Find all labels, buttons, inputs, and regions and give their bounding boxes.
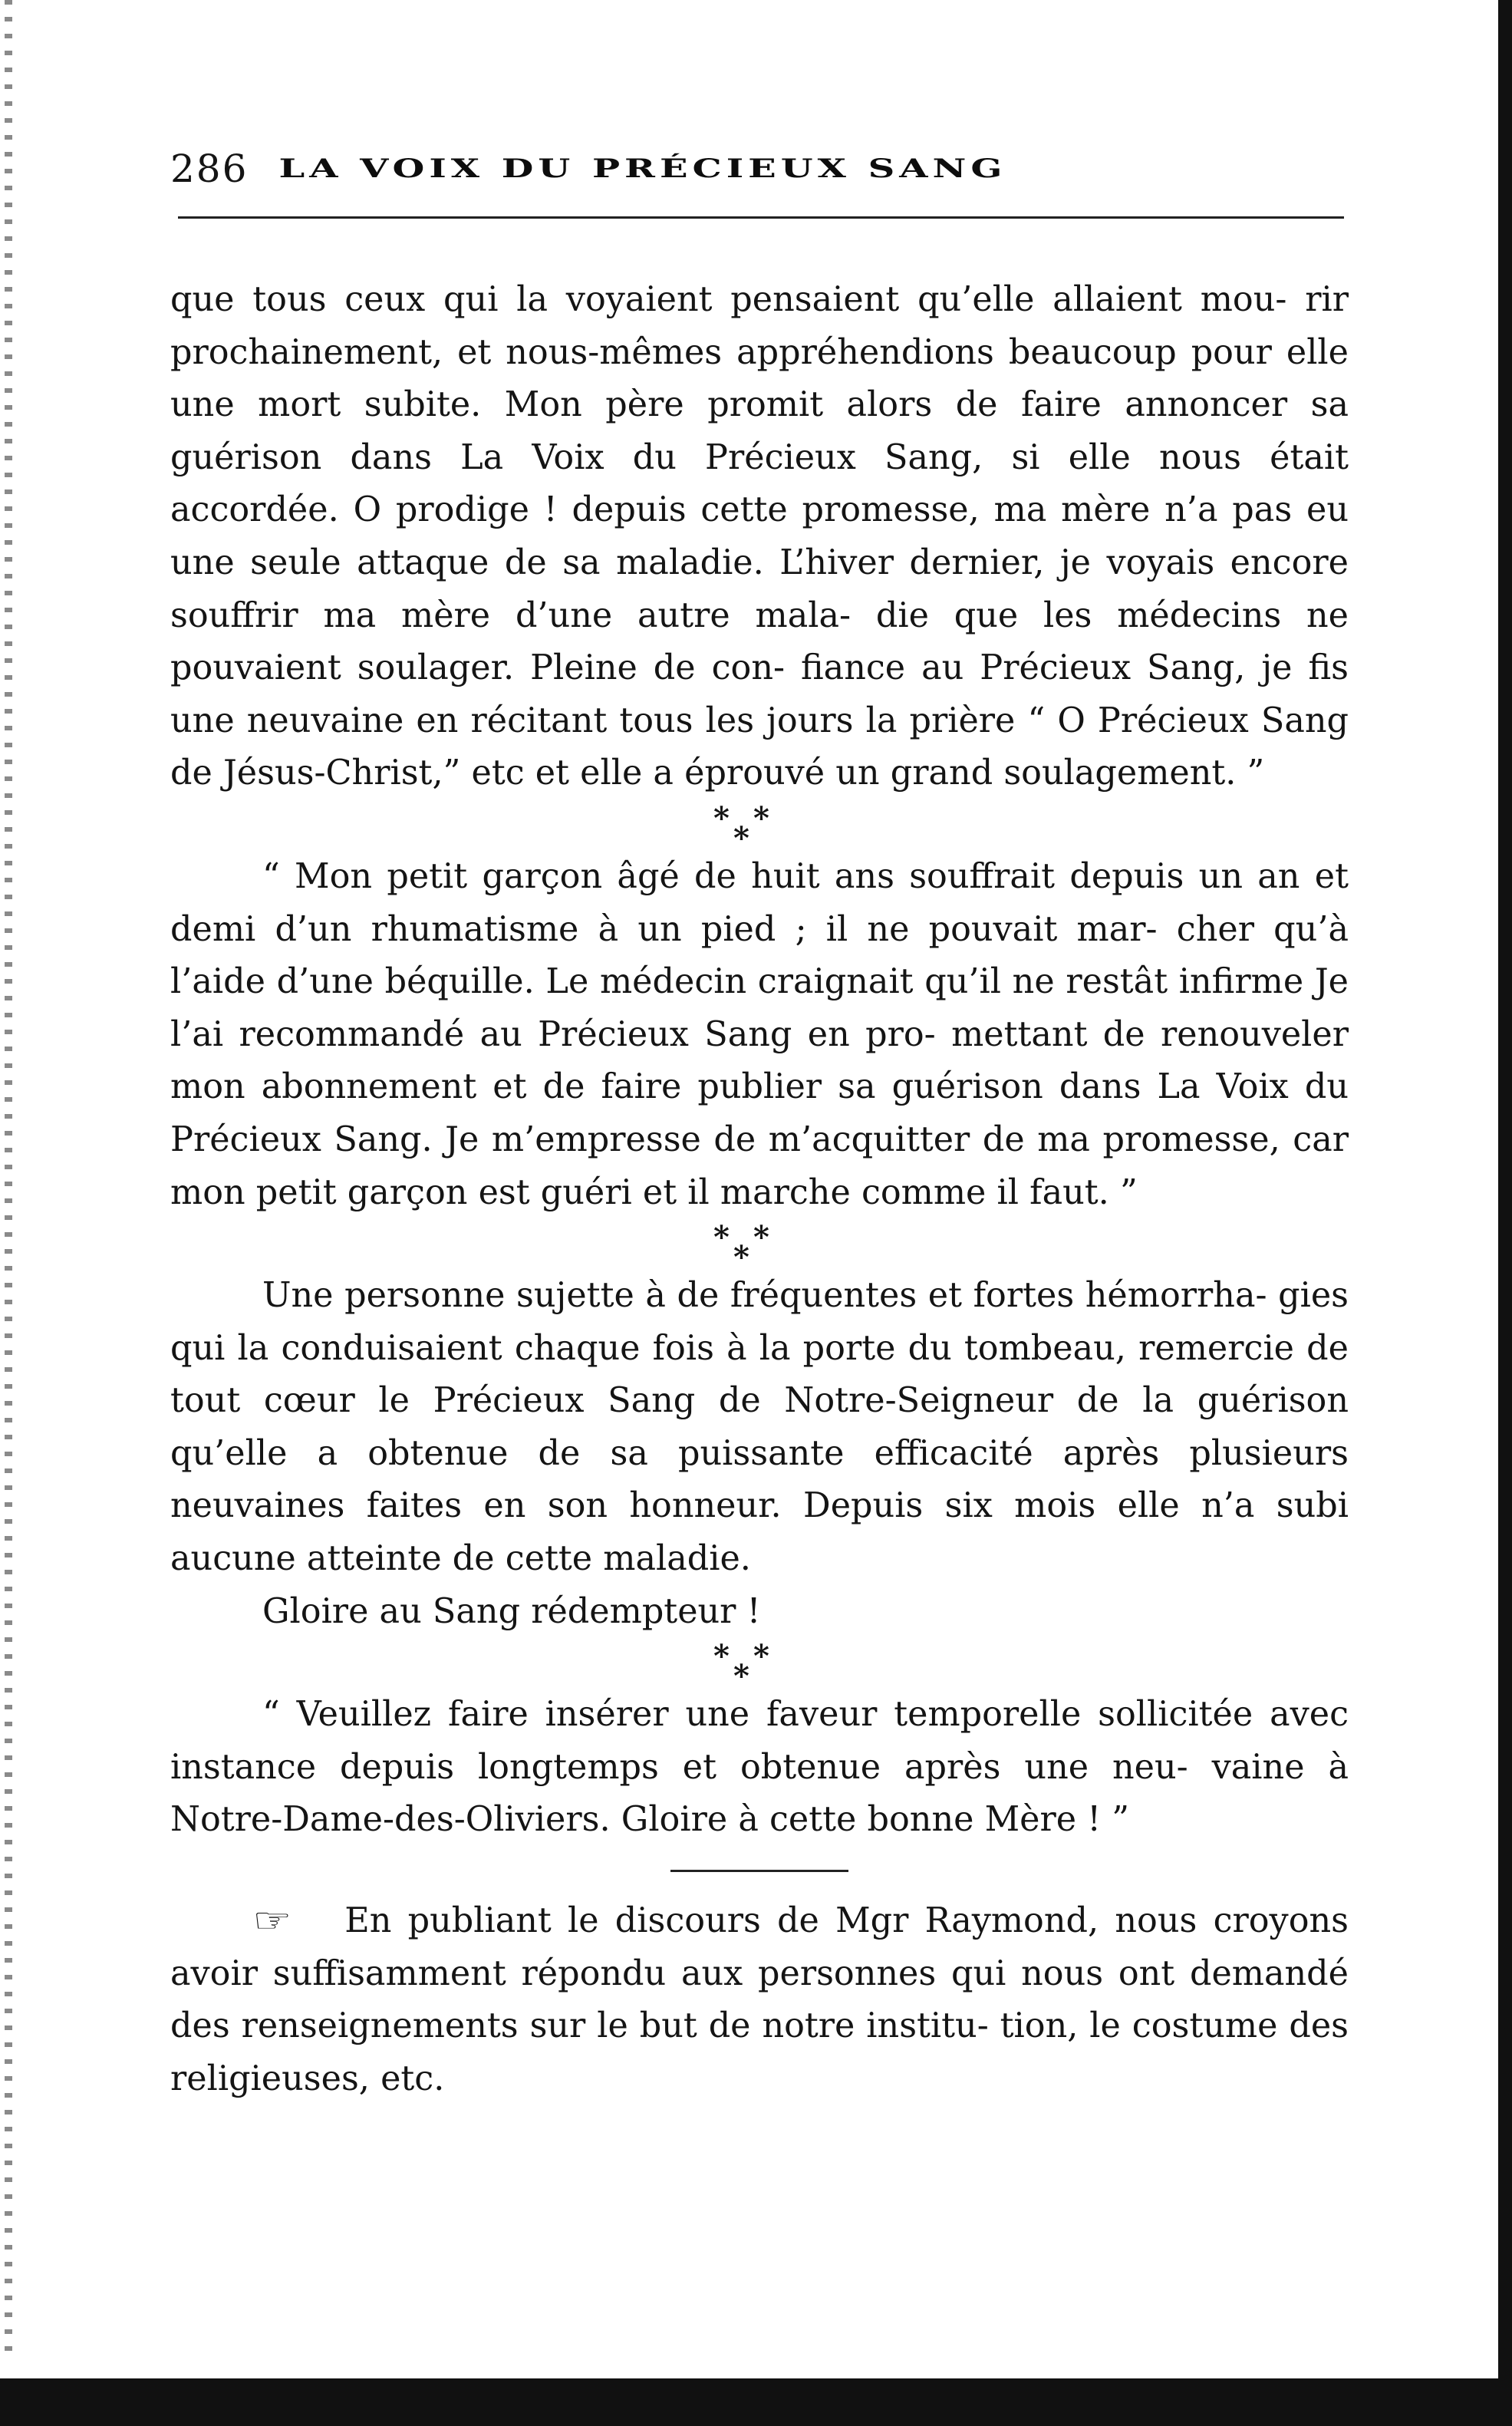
text-line: avec instance depuis longtemps et obtenue après une neu- bbox=[170, 1695, 1349, 1787]
pointing-hand-icon: ☞ bbox=[252, 1901, 292, 1941]
header-rule bbox=[178, 216, 1344, 219]
text-line: remercie de tout cœur le Précieux Sang de Notre-Seigneur bbox=[170, 1328, 1349, 1421]
asterism-icon: * * * bbox=[713, 1638, 769, 1695]
page-body bbox=[170, 274, 1349, 2105]
text-line: croyons avoir suffisamment répondu aux personnes qui nous bbox=[170, 1901, 1349, 1993]
text-line: guéri et il marche comme il faut. ” bbox=[540, 1172, 1138, 1212]
text-line: “ Mon petit garçon âgé de huit ans souffrait depuis un bbox=[262, 856, 1243, 896]
text-line: de la guérison qu’elle a obtenue de sa puissante efficacité après bbox=[170, 1381, 1349, 1473]
paragraph-editor-note bbox=[170, 1895, 1349, 2105]
text-line: les jours la prière “ O Précieux Sang de Jésus-Christ,” etc et bbox=[170, 700, 1349, 793]
section-divider bbox=[670, 1870, 848, 1872]
page-header bbox=[170, 138, 1349, 199]
text-line: fiance au Précieux Sang, je fis une neuvaine en récitant tous bbox=[170, 648, 1349, 740]
text-line: En publiant le discours de Mgr Raymond, nous bbox=[344, 1901, 1197, 1941]
scan-edge-right bbox=[1498, 0, 1512, 2426]
text-line: que tous ceux qui la voyaient pensaient qu’elle allaient mou- bbox=[170, 280, 1287, 319]
scan-edge-left bbox=[5, 0, 12, 2363]
text-line: dernier, je voyais encore souffrir ma mère d’une autre mala- bbox=[170, 542, 1349, 635]
text-line: annoncer sa guérison dans La Voix du Précieux Sang, si bbox=[170, 385, 1349, 477]
text-line: cher qu’à l’aide d’une béquille. Le médecin craignait qu’il ne bbox=[170, 909, 1349, 1002]
text-line: gies qui la conduisaient chaque fois à la porte du tombeau, bbox=[170, 1276, 1349, 1368]
text-line: Gloire au Sang rédempteur ! bbox=[262, 1591, 761, 1631]
text-line: pour elle une mort subite. Mon père promit alors de faire bbox=[170, 332, 1349, 425]
text-line: elle n’a subi aucune atteinte de cette maladie. bbox=[170, 1486, 1349, 1579]
text-line: tion, le costume des religieuses, etc. bbox=[170, 2006, 1349, 2098]
text-line: mettant de renouveler mon abonnement et de faire publier sa bbox=[170, 1014, 1349, 1107]
text-line: de m’acquitter de ma promesse, car mon petit garçon est bbox=[170, 1119, 1349, 1212]
asterism-icon: * * * bbox=[713, 799, 769, 856]
text-line: elle a éprouvé un grand soulagement. ” bbox=[580, 753, 1265, 793]
text-line: restât infirme Je l’ai recommandé au Précieux Sang en pro- bbox=[170, 962, 1349, 1054]
text-line: “ Veuillez faire insérer une faveur temporelle sollicitée bbox=[262, 1695, 1253, 1735]
text-line: rir prochainement, et nous-mêmes appréhendions beaucoup bbox=[170, 280, 1349, 372]
running-title: LA VOIX DU PRÉCIEUX SANG bbox=[278, 153, 1007, 184]
text-line: vaine à Notre-Dame-des-Oliviers. Gloire à cette bonne Mère ! ” bbox=[170, 1747, 1349, 1840]
paragraph-testimony-3 bbox=[170, 1270, 1349, 1586]
paragraph-testimony-4 bbox=[170, 1689, 1349, 1847]
text-line: ont demandé des renseignements sur le but de notre institu- bbox=[170, 1953, 1349, 2046]
page-number: 286 bbox=[170, 147, 249, 191]
text-line: die que les médecins ne pouvaient soulager. Pleine de con- bbox=[170, 595, 1349, 688]
text-line: elle nous était accordée. O prodige ! depuis cette promesse, bbox=[170, 437, 1349, 530]
text-line: guérison dans La Voix du Précieux Sang. Je m’empresse bbox=[170, 1067, 1349, 1159]
paragraph-doxology bbox=[170, 1586, 1349, 1639]
book-page bbox=[170, 138, 1349, 2105]
paragraph-testimony-1 bbox=[170, 274, 1349, 800]
text-line: Une personne sujette à de fréquentes et fortes hémorrha- bbox=[262, 1276, 1267, 1316]
text-line: ma mère n’a pas eu une seule attaque de sa maladie. L’hiver bbox=[170, 490, 1349, 582]
scan-edge-bottom bbox=[0, 2378, 1512, 2426]
text-line: plusieurs neuvaines faites en son honneur. Depuis six mois bbox=[170, 1433, 1349, 1526]
asterism-icon: * * * bbox=[713, 1219, 769, 1276]
paragraph-testimony-2 bbox=[170, 851, 1349, 1219]
text-line: an et demi d’un rhumatisme à un pied ; il ne pouvait mar- bbox=[170, 856, 1349, 949]
